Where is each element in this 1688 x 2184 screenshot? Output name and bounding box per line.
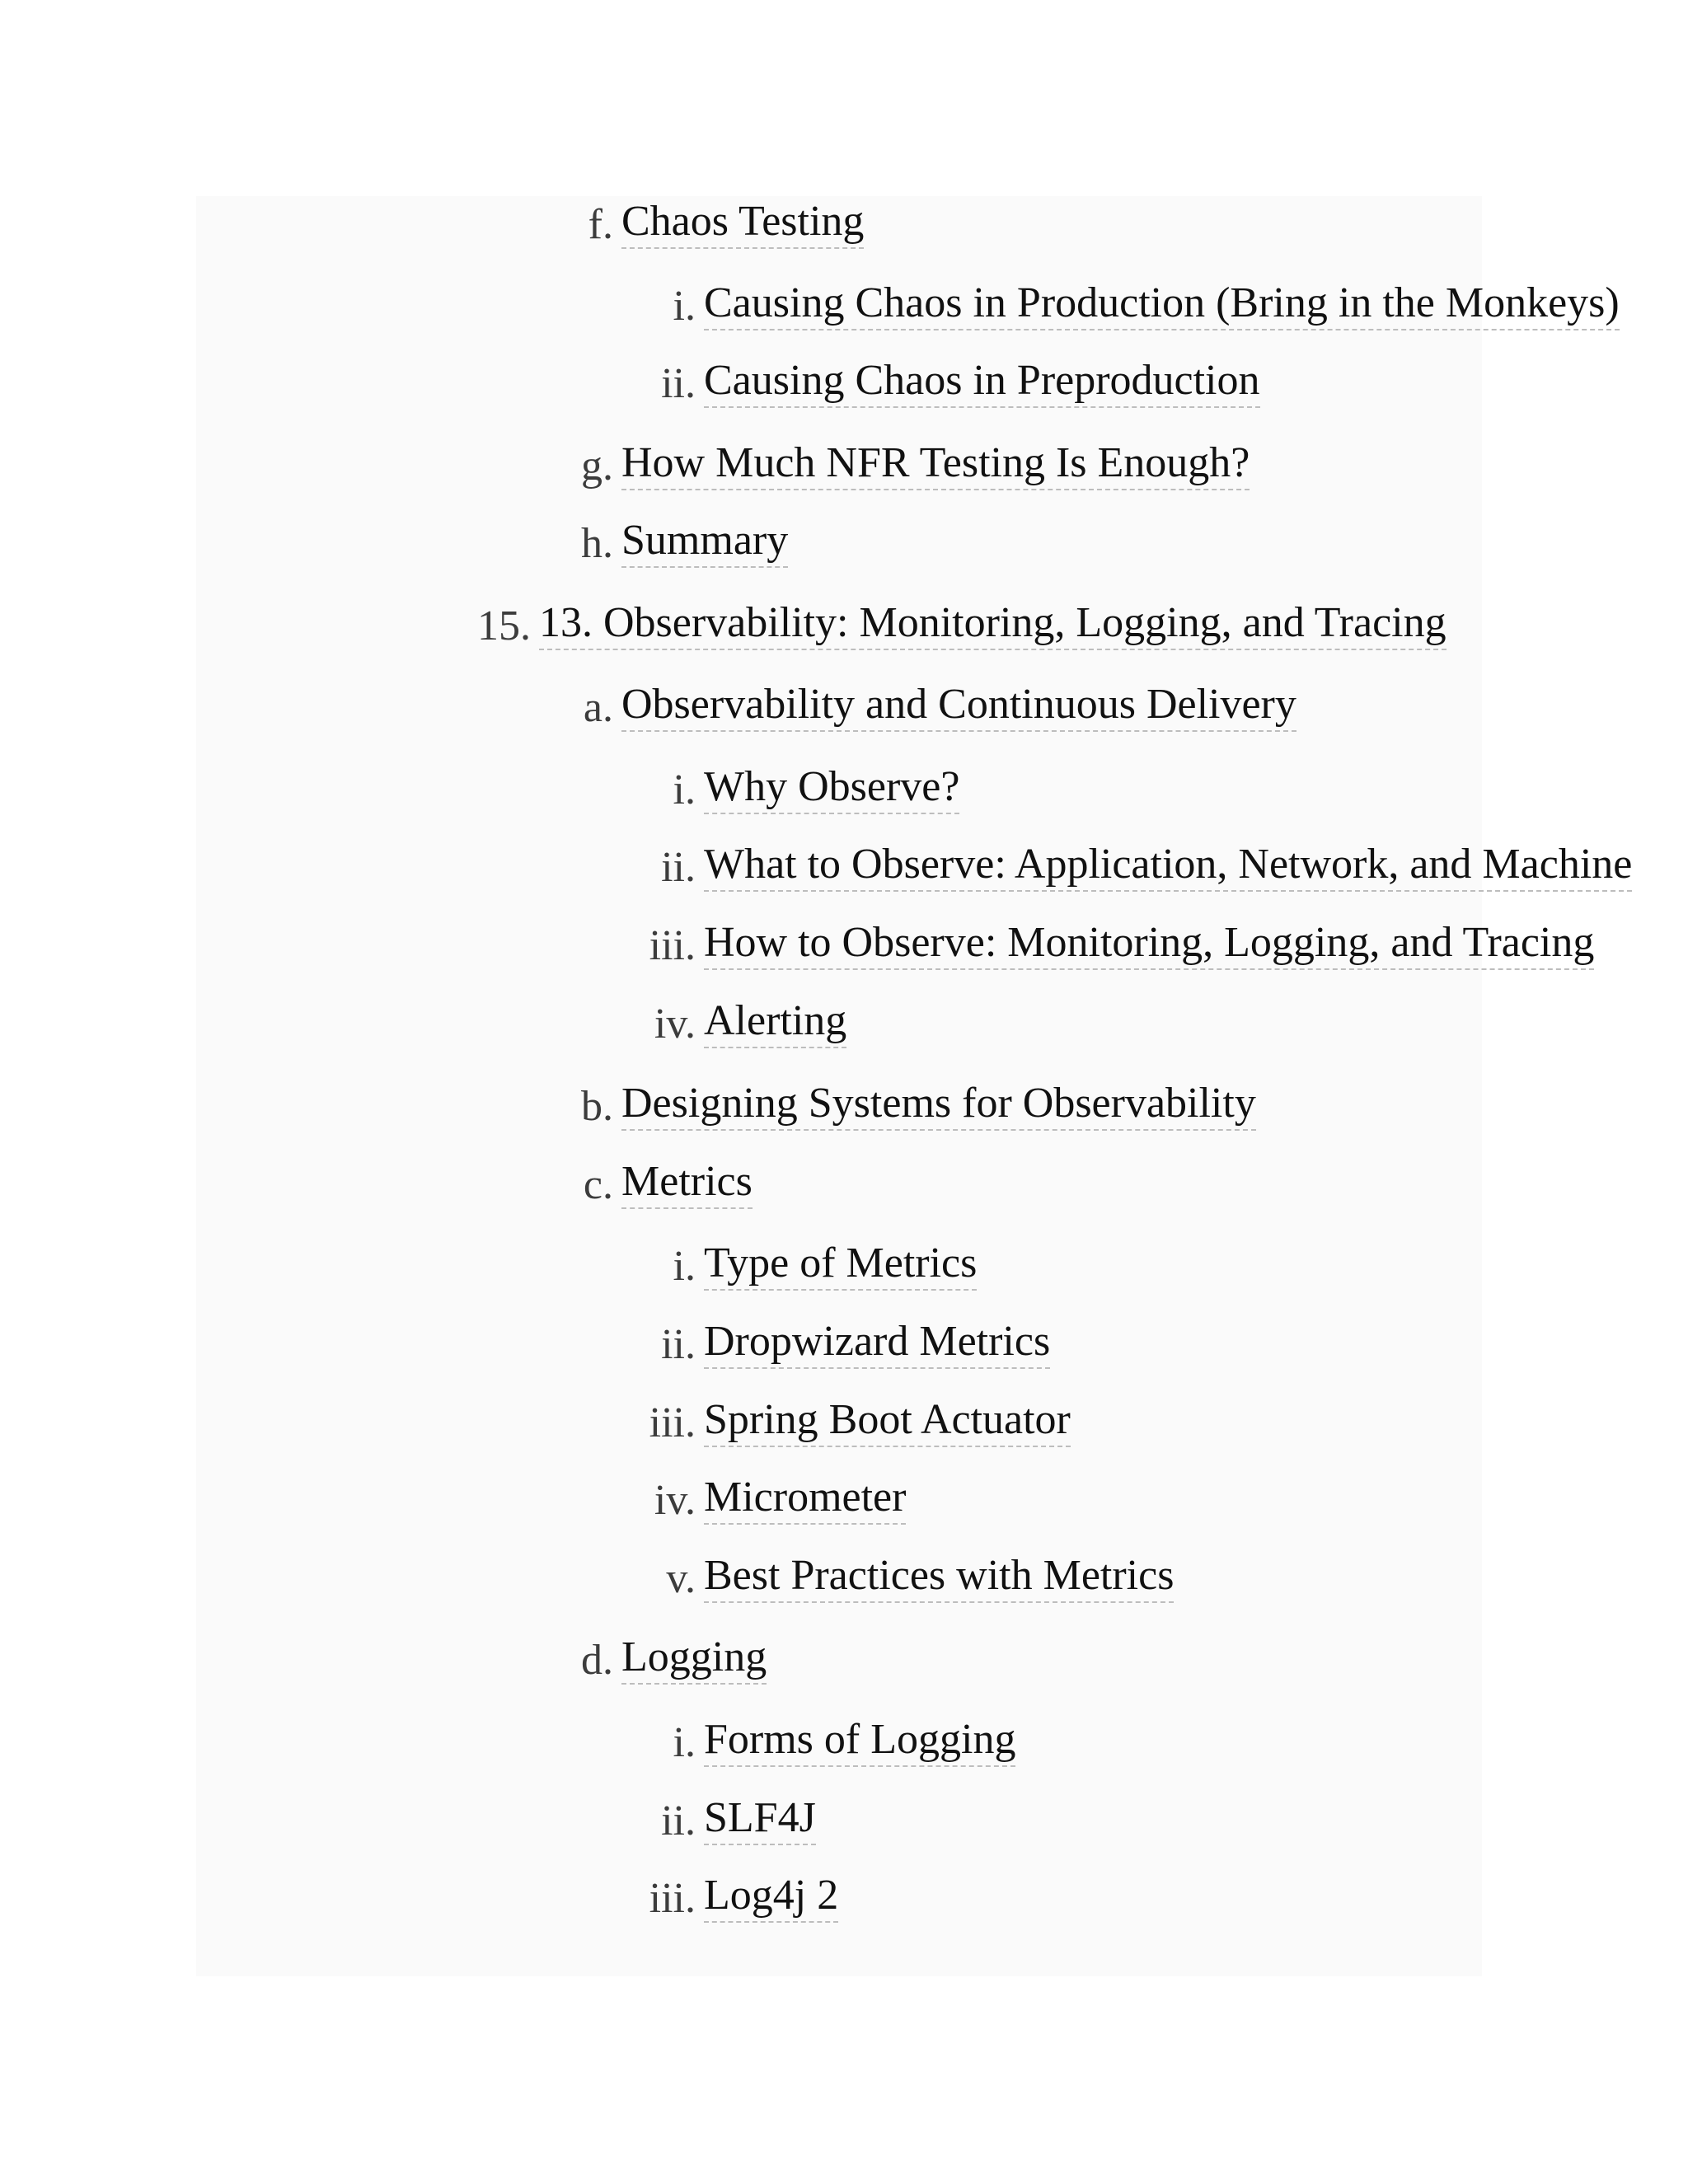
toc-page bbox=[196, 196, 1633, 1976]
toc-link-slf4j[interactable]: SLF4J bbox=[704, 1793, 816, 1845]
toc-item-marker: b. bbox=[581, 1083, 613, 1130]
toc-item-marker: ii. bbox=[661, 1797, 696, 1844]
toc-item-marker: iv. bbox=[654, 1001, 696, 1047]
toc-item-marker: iii. bbox=[649, 1399, 696, 1446]
toc-item-marker: ii. bbox=[661, 360, 696, 407]
toc-link-logging[interactable]: Logging bbox=[621, 1632, 767, 1685]
toc-link-causing-chaos-preproduction[interactable]: Causing Chaos in Preproduction bbox=[704, 355, 1260, 408]
toc-item-marker: iii. bbox=[649, 922, 696, 969]
toc-item-marker: a. bbox=[583, 684, 613, 731]
toc-link-chaos-testing[interactable]: Chaos Testing bbox=[621, 196, 864, 249]
toc-link-dropwizard-metrics[interactable]: Dropwizard Metrics bbox=[704, 1316, 1050, 1369]
toc-item-marker: h. bbox=[581, 520, 613, 567]
toc-item-marker: v. bbox=[666, 1555, 696, 1602]
toc-item-marker: 15. bbox=[477, 602, 531, 649]
toc-link-best-practices-metrics[interactable]: Best Practices with Metrics bbox=[704, 1550, 1174, 1603]
toc-link-chapter-observability[interactable]: 13. Observability: Monitoring, Logging, and Tracing bbox=[539, 598, 1447, 650]
toc-item-marker: d. bbox=[581, 1637, 613, 1684]
toc-link-spring-boot-actuator[interactable]: Spring Boot Actuator bbox=[704, 1394, 1071, 1447]
toc-item-marker: i. bbox=[673, 766, 696, 813]
toc-item-marker: iii. bbox=[649, 1875, 696, 1922]
toc-item-marker: i. bbox=[673, 283, 696, 330]
toc-item-marker: g. bbox=[581, 443, 613, 490]
toc-item-marker: ii. bbox=[661, 1321, 696, 1368]
toc-link-forms-of-logging[interactable]: Forms of Logging bbox=[704, 1714, 1015, 1767]
toc-link-observability-cd[interactable]: Observability and Continuous Delivery bbox=[621, 679, 1296, 732]
toc-link-type-of-metrics[interactable]: Type of Metrics bbox=[704, 1238, 977, 1291]
toc-item-marker: iv. bbox=[654, 1477, 696, 1524]
toc-link-micrometer[interactable]: Micrometer bbox=[704, 1472, 906, 1525]
toc-link-why-observe[interactable]: Why Observe? bbox=[704, 762, 959, 814]
toc-link-log4j-2[interactable]: Log4j 2 bbox=[704, 1870, 838, 1923]
toc-item-marker: i. bbox=[673, 1243, 696, 1290]
toc-link-designing-systems[interactable]: Designing Systems for Observability bbox=[621, 1078, 1256, 1131]
toc-link-what-to-observe[interactable]: What to Observe: Application, Network, and Machine bbox=[704, 839, 1632, 892]
toc-item-marker: ii. bbox=[661, 844, 696, 891]
toc-link-alerting[interactable]: Alerting bbox=[704, 996, 846, 1048]
toc-item-marker: i. bbox=[673, 1719, 696, 1766]
toc-item-marker: f. bbox=[588, 201, 613, 248]
toc-item-marker: c. bbox=[583, 1161, 613, 1208]
toc-link-causing-chaos-production[interactable]: Causing Chaos in Production (Bring in the Monkeys) bbox=[704, 278, 1620, 330]
toc-link-summary[interactable]: Summary bbox=[621, 515, 788, 568]
toc-link-how-to-observe[interactable]: How to Observe: Monitoring, Logging, and Tracing bbox=[704, 917, 1594, 970]
toc-link-nfr-testing[interactable]: How Much NFR Testing Is Enough? bbox=[621, 438, 1250, 490]
toc-link-metrics[interactable]: Metrics bbox=[621, 1156, 753, 1209]
